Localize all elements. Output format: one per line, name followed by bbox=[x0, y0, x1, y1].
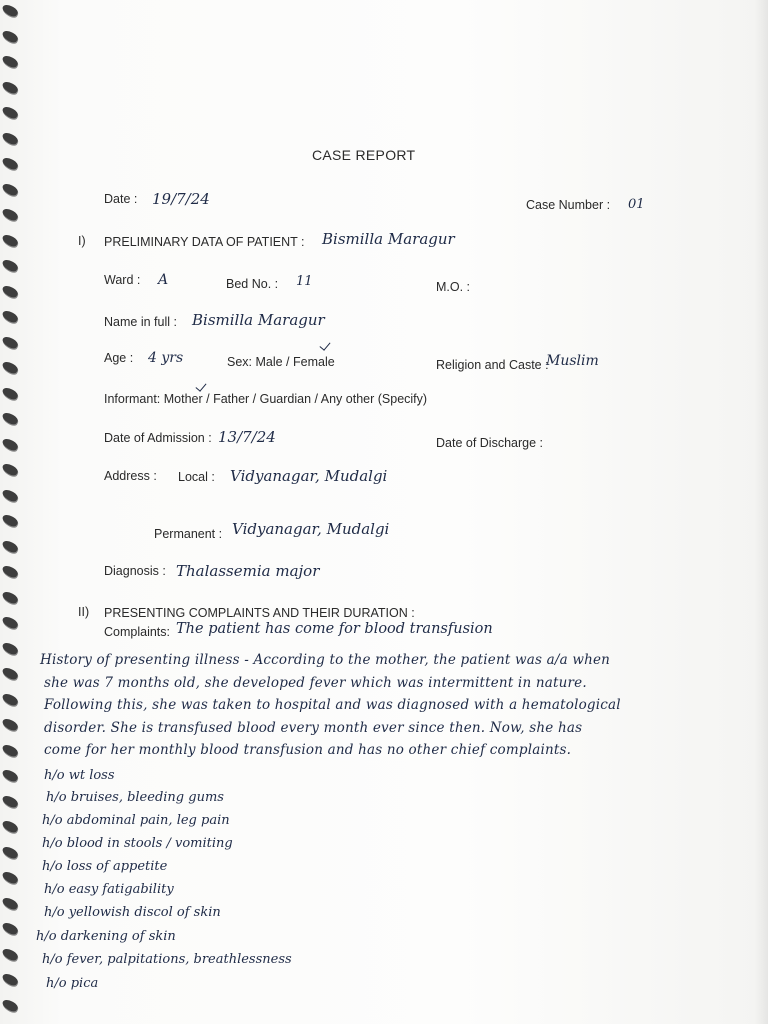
age-label: Age : bbox=[104, 351, 134, 365]
spiral-ring bbox=[1, 946, 19, 961]
spiral-ring bbox=[1, 895, 19, 910]
spiral-ring bbox=[1, 844, 19, 859]
spiral-ring bbox=[1, 334, 19, 349]
sex-label: Sex: Male / Female bbox=[227, 355, 335, 369]
list-item: h/o loss of appetite bbox=[42, 859, 168, 874]
spiral-ring bbox=[1, 105, 19, 120]
mo-label: M.O. : bbox=[436, 280, 471, 294]
name-full-label: Name in full : bbox=[104, 315, 177, 329]
spiral-ring bbox=[1, 3, 19, 18]
spiral-ring bbox=[1, 742, 19, 757]
spiral-ring bbox=[1, 385, 19, 400]
list-item: h/o blood in stools / vomiting bbox=[42, 836, 233, 851]
informant-label: Informant: Mother / Father / Guardian / Any other (Specify) bbox=[104, 392, 428, 406]
list-item: h/o wt loss bbox=[44, 768, 115, 783]
date-value: 19/7/24 bbox=[152, 190, 210, 208]
list-item: h/o abdominal pain, leg pain bbox=[42, 813, 230, 828]
female-check-icon bbox=[319, 339, 330, 351]
spiral-ring bbox=[1, 130, 19, 145]
case-number-label: Case Number : bbox=[526, 198, 611, 212]
spiral-ring bbox=[1, 870, 19, 885]
name-full-value: Bismilla Maragur bbox=[192, 311, 325, 329]
complaints-label: Complaints: bbox=[104, 625, 170, 639]
spiral-ring bbox=[1, 54, 19, 69]
spiral-ring bbox=[1, 997, 19, 1012]
spiral-binding bbox=[0, 0, 26, 1024]
section-1-heading: PRELIMINARY DATA OF PATIENT : bbox=[104, 235, 305, 249]
spiral-ring bbox=[1, 207, 19, 222]
complaints-value: The patient has come for blood transfusion bbox=[176, 621, 493, 637]
spiral-ring bbox=[1, 564, 19, 579]
address-label: Address : bbox=[104, 469, 157, 483]
section-1-numeral: I) bbox=[78, 234, 86, 248]
history-line: come for her monthly blood transfusion and has no other chief complaints. bbox=[44, 742, 572, 758]
spiral-ring bbox=[1, 972, 19, 987]
spiral-ring bbox=[1, 921, 19, 936]
ward-value: A bbox=[158, 272, 169, 288]
date-label: Date : bbox=[104, 192, 138, 206]
diagnosis-label: Diagnosis : bbox=[104, 564, 166, 578]
address-local-label: Local : bbox=[178, 470, 215, 484]
religion-value: Muslim bbox=[546, 353, 599, 369]
address-permanent-value: Vidyanagar, Mudalgi bbox=[232, 520, 390, 538]
spiral-ring bbox=[1, 793, 19, 808]
mother-check-icon bbox=[195, 380, 206, 392]
spiral-ring bbox=[1, 181, 19, 196]
spiral-ring bbox=[1, 309, 19, 324]
bed-label: Bed No. : bbox=[226, 277, 279, 291]
spiral-ring bbox=[1, 666, 19, 681]
diagnosis-value: Thalassemia major bbox=[176, 562, 320, 580]
age-value: 4 yrs bbox=[148, 350, 184, 366]
admission-label: Date of Admission : bbox=[104, 431, 212, 445]
spiral-ring bbox=[1, 360, 19, 375]
spiral-ring bbox=[1, 640, 19, 655]
history-line: she was 7 months old, she developed fever which was intermittent in nature. bbox=[44, 675, 587, 691]
spiral-ring bbox=[1, 156, 19, 171]
case-number-value: 01 bbox=[628, 197, 645, 212]
section-2-heading: PRESENTING COMPLAINTS AND THEIR DURATION : bbox=[104, 606, 415, 620]
bed-value: 11 bbox=[296, 274, 313, 289]
spiral-ring bbox=[1, 411, 19, 426]
address-permanent-label: Permanent : bbox=[154, 527, 223, 541]
discharge-label: Date of Discharge : bbox=[436, 436, 543, 450]
spiral-ring bbox=[1, 538, 19, 553]
spiral-ring bbox=[1, 283, 19, 298]
religion-label: Religion and Caste : bbox=[436, 358, 549, 372]
list-item: h/o darkening of skin bbox=[36, 929, 176, 944]
spiral-ring bbox=[1, 258, 19, 273]
page-title: CASE REPORT bbox=[312, 147, 416, 163]
spiral-ring bbox=[1, 768, 19, 783]
admission-value: 13/7/24 bbox=[218, 428, 276, 446]
spiral-ring bbox=[1, 28, 19, 43]
spiral-ring bbox=[1, 462, 19, 477]
history-line: disorder. She is transfused blood every month ever since then. Now, she has bbox=[44, 720, 583, 736]
spiral-ring bbox=[1, 79, 19, 94]
history-line: History of presenting illness - According to the mother, the patient was a/a when bbox=[40, 652, 611, 668]
ward-label: Ward : bbox=[104, 273, 141, 287]
spiral-ring bbox=[1, 717, 19, 732]
spiral-ring bbox=[1, 232, 19, 247]
spiral-ring bbox=[1, 819, 19, 834]
spiral-ring bbox=[1, 436, 19, 451]
history-line: Following this, she was taken to hospital and was diagnosed with a hematological bbox=[44, 697, 621, 713]
spiral-ring bbox=[1, 589, 19, 604]
spiral-ring bbox=[1, 487, 19, 502]
list-item: h/o pica bbox=[46, 976, 99, 991]
list-item: h/o easy fatigability bbox=[44, 882, 174, 897]
list-item: h/o yellowish discol of skin bbox=[44, 905, 221, 920]
spiral-ring bbox=[1, 513, 19, 528]
spiral-ring bbox=[1, 615, 19, 630]
list-item: h/o bruises, bleeding gums bbox=[46, 790, 224, 805]
spiral-ring bbox=[1, 691, 19, 706]
patient-name-value: Bismilla Maragur bbox=[322, 230, 455, 248]
address-local-value: Vidyanagar, Mudalgi bbox=[230, 467, 388, 485]
list-item: h/o fever, palpitations, breathlessness bbox=[42, 952, 292, 967]
section-2-numeral: II) bbox=[78, 605, 90, 619]
